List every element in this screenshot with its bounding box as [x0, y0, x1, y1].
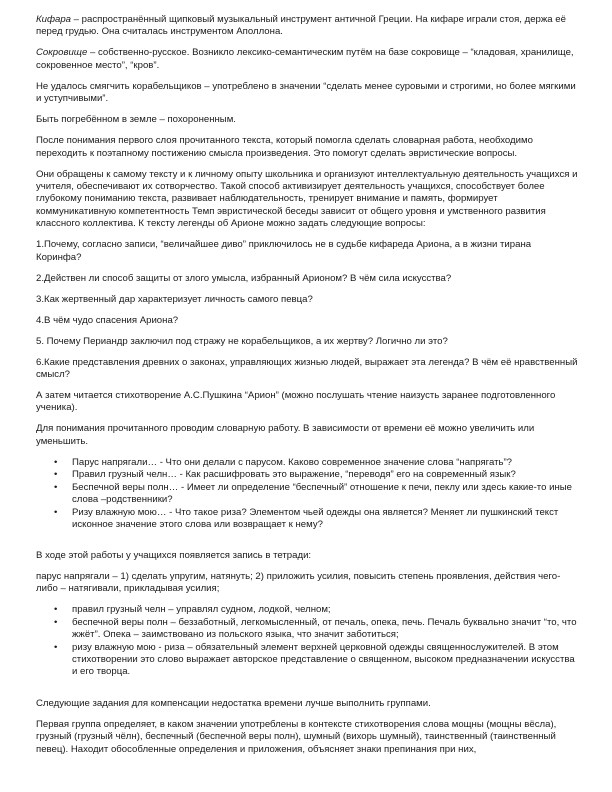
definition-text: – собственно-русское. Возникло лексико-семантическим путём на базе сокровище – “кладовая, хранилище, сокровенное место”, “кров”. — [36, 47, 574, 71]
question: 1.Почему, согласно записи, “величайшее диво” приключилось не в судьбе кифареда Ариона, а в жизни тирана Коринфа? — [36, 239, 532, 263]
paragraph: Быть погребённом в земле – похороненным. — [36, 114, 236, 126]
paragraph: Они обращены к самому тексту и к личному опыту школьника и организуют интеллектуальную деятельность учащихся и учителя, обеспечивают их сотворчество. Такой способ активизирует деятельность учащихся, способствует более глубокому пониманию текста, развивает наблюдательность, тренирует внимание и память, формирует коммуникативную компетентность Темп эвристической беседы зависит от общего уровня и умственного развития классного коллектива. К тексту легенды об Арионе можно задать следующие вопросы: — [36, 168, 578, 230]
list-item: • правил грузный челн – управлял судном, лодкой, челном; — [72, 604, 578, 616]
definition-text: – распространённый щипковый музыкальный инструмент античной Греции. На кифаре играли стоя, держа её перед грудью. Она считалась инструментом Аполлона. — [36, 14, 566, 38]
list-item: • ризу влажную мою - риза – обязательный элемент верхней церковной одежды священнослужителей. В этом стихотворении это слово выражает авторское представление о священном, высоком предназначении искусства и его творца. — [72, 642, 578, 679]
notebook-entry-list — [36, 604, 578, 678]
paragraph: В ходе этой работы у учащихся появляется запись в тетради: — [36, 549, 312, 561]
definition-kifara — [36, 14, 578, 39]
paragraph: Первая группа определяет, в каком значении употреблены в контексте стихотворения слова мощны (мощны вёсла), грузный (грузный чёлн), беспечный (беспечной веры полн), шумный (вихорь шумный), таинственный (таинственный певец). Находит обособленные определения и приложения, объясняет знаки препинания при них, — [36, 718, 557, 755]
question: 5. Почему Периандр заключил под стражу не корабельщиков, а их жертву? Логично ли это? — [36, 335, 448, 347]
question: 3.Как жертвенный дар характеризует личность самого певца? — [36, 293, 313, 305]
list-item: • Правил грузный челн… - Как расшифровать это выражение, “переводя” его на современный язык? — [72, 469, 578, 481]
list-item: • беспечной веры полн – беззаботный, легкомысленный, от печаль, опека, печь. Печаль буквально значит “то, что жжёт”. Опека – заимствовано из польского языка, что значит заботиться; — [72, 617, 578, 642]
paragraph: парус напрягали – 1) сделать упругим, натянуть; 2) приложить усилия, повысить степень проявления, действия чего-либо – натягивали, прикладывая усилия; — [36, 570, 561, 595]
spacer — [36, 688, 578, 698]
definition-sokrovishche — [36, 47, 578, 72]
paragraph: После понимания первого слоя прочитанного текста, который помогла сделать словарная работа, необходимо переходить к поэтапному постижению смысла произведения. Это помогут сделать эвристические вопросы. — [36, 135, 533, 159]
question: 4.В чём чудо спасения Ариона? — [36, 314, 179, 326]
spacer — [36, 540, 578, 550]
paragraph: А затем читается стихотворение А.С.Пушкина “Арион” (можно послушать чтение наизусть заранее подготовленного ученика). — [36, 390, 556, 414]
definition-term: Кифара — [36, 14, 72, 25]
definition-term: Сокровище — [36, 47, 88, 59]
list-item: • Парус напрягали… - Что они делали с парусом. Каково современное значение слова “напрягать”? — [72, 457, 578, 469]
vocab-question-list — [36, 457, 578, 531]
paragraph: Следующие задания для компенсации недостатка времени лучше выполнить группами. — [36, 697, 431, 709]
question: 6.Какие представления древних о законах, управляющих жизнью людей, выражает эта легенда? В чём её нравственный смысл? — [36, 356, 578, 381]
question: 2.Действен ли способ защиты от злого умысла, избранный Арионом? В чём сила искусства? — [36, 272, 452, 284]
paragraph: Не удалось смягчить корабельщиков – употреблено в значении “сделать менее суровыми и строгими, но более мягкими и уступчивыми”. — [36, 80, 576, 105]
paragraph: Для понимания прочитанного проводим словарную работу. В зависимости от времени её можно увеличить или уменьшить. — [36, 423, 535, 447]
list-item: • Беспечной веры полн… - Имеет ли определение “беспечный” отношение к печи, пеклу или здесь какие-то иные слова –родственники? — [72, 482, 578, 507]
list-item: • Ризу влажную мою… - Что такое риза? Элементом чьей одежды она является? Меняет ли пушкинский текст исконное значение этого слова или возвращает к нему? — [72, 507, 578, 532]
document-page — [36, 14, 578, 765]
